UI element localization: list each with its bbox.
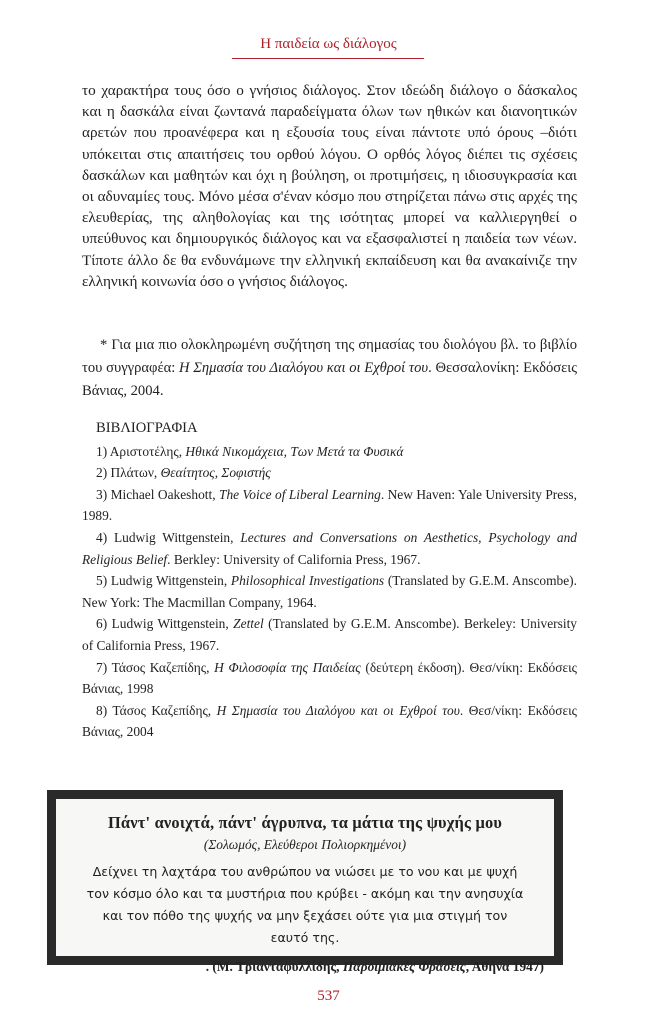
quote-source: (Σολωμός, Ελεύθεροι Πολιορκημένοι) (203, 837, 407, 852)
bib-title: Ηθικά Νικομάχεια, Των Μετά τα Φυσικά (185, 443, 404, 459)
bibliography-item (82, 462, 577, 484)
header-underline (232, 58, 424, 59)
bib-author: 2) Πλάτων, (96, 465, 161, 481)
bib-author: 7) Τάσος Καζεπίδης, (96, 659, 215, 675)
paragraph-text: το χαρακτήρα τους όσο ο γνήσιος διάλογος. Στον ιδεώδη διάλογο ο δάσκαλος και η δασκάλα είναι ζωντανά παραδείγματα όλων των ηθικών και διανοητικών αρετών που προανέφερα και η εξουσία τους είναι πάντοτε υπό όρους –διότι υπόκειται στις απαιτήσεις του ορθού λόγου. Ο ορθός λόγος διέπει τις σχέσεις δασκάλων και μαθητών και όχι η βούληση, οι προτιμήσεις, η ιδιοσυγκρασία και οι αδυναμίες τους. Μόνο μέσα σ'έναν κόσμο που στηρίζεται πάνω στις αρχές της ελευθερίας, της αληθολογίας και της ισότητας μπορεί να καλλιεργηθεί ο υπεύθυνος και δημιουργικός διάλογος και να εξασφαλιστεί η παιδεία των νέων. Τίποτε άλλο δε θα ενδυνάμωνε την ελληνική εκπαίδευση και θα ανακαίνιζε την ελληνική κοινωνία όσο ο γνήσιος διάλογος. (82, 82, 577, 290)
bibliography-list (82, 441, 577, 743)
bib-details: (δεύτερη έκδοση). Θεσ/νίκη: Εκδόσεις Βάνιας, 1998 (82, 659, 577, 697)
quote-attribution (56, 959, 544, 975)
bib-author: 1) Αριστοτέλης, (96, 443, 186, 459)
footnote-text (82, 334, 577, 403)
footnote (82, 334, 577, 403)
footnote-tail: . Θεσσαλονίκη: Εκδόσεις Βάνιας, 2004. (82, 360, 577, 399)
bib-details: . Berkley: University of California Press, 1967. (167, 551, 421, 567)
footnote-lead: * Για μια πιο ολοκληρωμένη συζήτηση της σημασίας του διολόγου βλ. το βιβλίο του συγγραφέα: (82, 337, 577, 376)
bibliography (82, 418, 577, 743)
bib-details: (Translated by G.E.M. Anscombe). New York: The Macmillan Company, 1964. (82, 573, 577, 610)
bib-title: Zettel (233, 616, 264, 632)
bibliography-item (82, 484, 577, 527)
bib-author: 8) Τάσος Καζεπίδης, (96, 702, 217, 718)
bibliography-item (82, 700, 577, 743)
main-paragraph (82, 80, 577, 292)
bib-title: The Voice of Liberal Learning (219, 486, 381, 502)
bibliography-item (82, 570, 577, 613)
bibliography-title: ΒΙΒΛΙΟΓΡΑΦΙΑ (96, 420, 198, 436)
footnote-book-title: Η Σημασία του Διαλόγου και οι Εχθροί του (179, 360, 429, 376)
bib-author: 5) Ludwig Wittgenstein, (96, 573, 231, 589)
bib-title: Lectures and Conversations on Aesthetics, Psychology and Religious Belief (82, 529, 577, 567)
attribution-book: Παροιμιακές Φράσεις (342, 959, 466, 974)
bib-title: Θεαίτητος, Σοφιστής (160, 465, 271, 481)
bib-title: Philosophical Investigations (230, 573, 385, 589)
bib-details: . New Haven: Yale University Press, 1989. (82, 486, 577, 524)
quote-title: Πάντ' ανοιχτά, πάντ' άγρυπνα, τα μάτια της ψυχής μου (107, 813, 503, 832)
bib-title: Η Φιλοσοφία της Παιδείας (214, 659, 361, 675)
bib-author: 6) Ludwig Wittgenstein, (96, 616, 234, 632)
quote-commentary: Δείχνει τη λαχτάρα του ανθρώπου να νιώσει με το νου και με ψυχή τον κόσμο όλο και τα μυστήρια που κρύβει - ακόμη και την ανησυχία και τον πόθο της ψυχής να μην ξεχάσει ούτε για μια στιγμή τον εαυτό της. (86, 864, 524, 945)
bib-author: 4) Ludwig Wittgenstein, (96, 529, 241, 545)
bibliography-item (82, 527, 577, 570)
bibliography-item (82, 657, 577, 700)
bib-title: Η Σημασία του Διαλόγου και οι Εχθροί του (216, 702, 460, 718)
attribution-author: . (Μ. Τριανταφυλλίδης, (205, 959, 343, 974)
bib-details: . Θεσ/νίκη: Εκδόσεις Βάνιας, 2004 (82, 702, 577, 740)
quote-box (47, 790, 563, 974)
running-header: Η παιδεία ως διάλογος (260, 36, 397, 52)
attribution-place-year: , Αθήνα 1947) (465, 959, 544, 974)
bibliography-item (82, 613, 577, 656)
bib-details: (Translated by G.E.M. Anscombe). Berkeley: University of California Press, 1967. (82, 616, 577, 653)
bibliography-item (82, 441, 577, 463)
page-number: 537 (317, 988, 340, 1004)
bib-author: 3) Michael Oakeshott, (96, 486, 220, 502)
